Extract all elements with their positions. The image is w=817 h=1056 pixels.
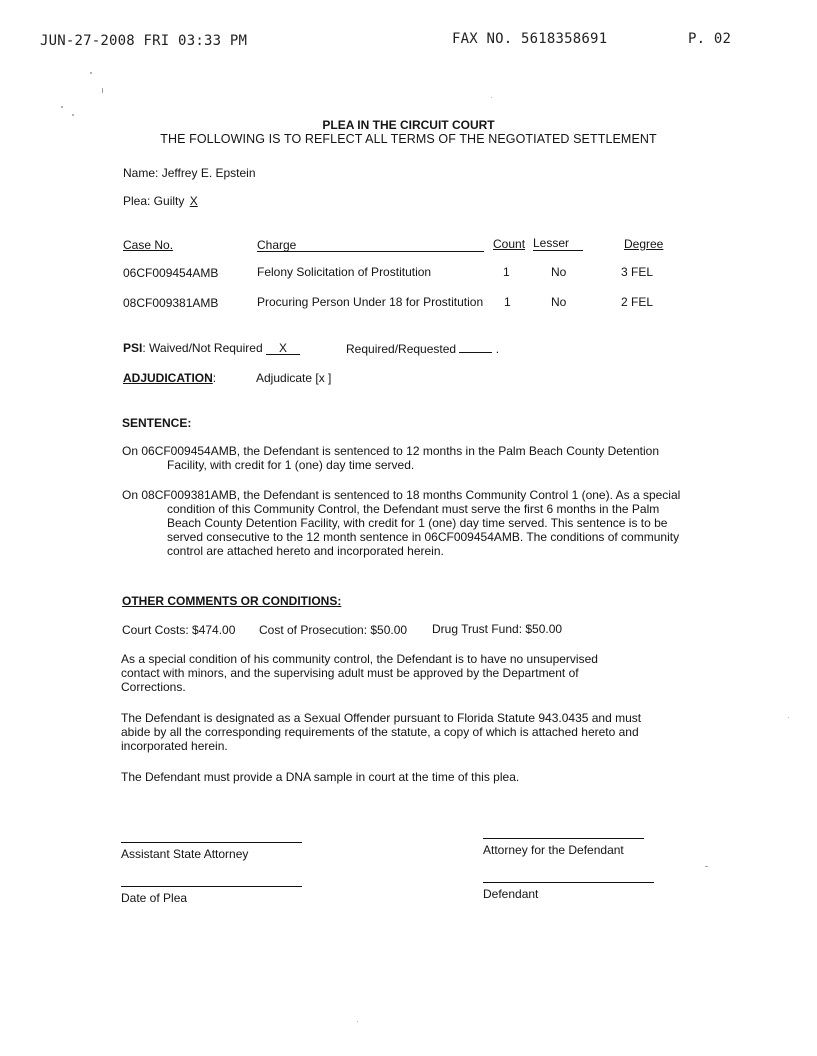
row-case-no: 06CF009454AMB <box>123 266 219 280</box>
condition-paragraph: The Defendant is designated as a Sexual Offender pursuant to Florida Statute 943.0435 and must abide by all the corresponding requirements of the statute, a copy of which is attached hereto and incorporated herein. <box>121 711 642 753</box>
signature-line <box>483 882 654 883</box>
header-charge: Charge <box>257 238 484 252</box>
psi-required-mark <box>459 341 492 353</box>
sentence-paragraph: On 08CF009381AMB, the Defendant is sentenced to 18 months Community Control 1 (one). As a special condition of this Community Control, the Defendant must serve the first 6 months in the Palm Beach County Detention Facility, with credit for 1 (one) day time served. This sentence is to be served consecutive to the 12 month sentence in 06CF009454AMB. The conditions of community control are attached hereto and incorporated herein. <box>122 488 681 558</box>
sentence-paragraph: On 06CF009454AMB, the Defendant is sentenced to 12 months in the Palm Beach County Detention Facility, with credit for 1 (one) day time served. <box>122 444 659 472</box>
name-label: Name: <box>123 166 159 180</box>
scan-speck <box>72 114 74 116</box>
date-of-plea-label: Date of Plea <box>121 891 188 905</box>
scan-speck <box>90 72 92 74</box>
fax-datetime: JUN-27-2008 FRI 03:33 PM <box>40 33 248 49</box>
row-lesser: No <box>551 265 567 279</box>
defendant-signature-label: Defendant <box>483 887 539 901</box>
condition-paragraph: As a special condition of his community control, the Defendant is to have no unsupervised contact with minors, and the supervising adult must be approved by the Department of Corrections. <box>121 652 598 694</box>
row-count: 1 <box>503 265 510 279</box>
court-costs: Court Costs: $474.00 <box>122 623 236 637</box>
header-count: Count <box>493 237 526 251</box>
scan-speck <box>61 106 63 108</box>
fax-page-number: P. 02 <box>688 31 732 47</box>
document-subtitle: THE FOLLOWING IS TO REFLECT ALL TERMS OF THE NEGOTIATED SETTLEMENT <box>160 132 657 146</box>
plea-line <box>123 194 200 208</box>
scan-speck <box>102 88 103 93</box>
drug-trust-fund: Drug Trust Fund: $50.00 <box>432 622 563 636</box>
psi-line <box>123 341 300 355</box>
psi-required-label: Required/Requested <box>346 342 457 356</box>
row-degree: 3 FEL <box>621 265 654 279</box>
other-comments-heading: OTHER COMMENTS OR CONDITIONS: <box>122 594 342 608</box>
row-case-no: 08CF009381AMB <box>123 296 219 310</box>
row-charge: Felony Solicitation of Prostitution <box>257 265 432 279</box>
psi-trailing-dot: . <box>495 342 500 356</box>
header-degree: Degree <box>624 237 664 251</box>
psi-waived-mark: X <box>266 342 300 355</box>
psi-label: PSI <box>123 341 143 355</box>
plea-label: Plea: Guilty <box>123 194 185 208</box>
row-charge: Procuring Person Under 18 for Prostitution <box>257 295 484 309</box>
condition-paragraph: The Defendant must provide a DNA sample in court at the time of this plea. <box>121 770 520 784</box>
psi-waived-label: : Waived/Not Required <box>142 341 263 355</box>
signature-line <box>121 842 302 843</box>
document-title: PLEA IN THE CIRCUIT COURT <box>322 118 495 132</box>
scan-speck <box>491 97 492 98</box>
header-case-no: Case No. <box>123 238 174 252</box>
attorney-for-defendant-label: Attorney for the Defendant <box>483 843 624 857</box>
assistant-state-attorney-label: Assistant State Attorney <box>121 847 249 861</box>
scan-speck <box>788 717 789 718</box>
scan-speck <box>357 1021 358 1022</box>
defendant-name-line <box>123 166 256 180</box>
signature-line <box>483 838 644 839</box>
adjudication-value: Adjudicate [x ] <box>256 371 332 385</box>
row-count: 1 <box>504 295 511 309</box>
scan-speck <box>705 866 708 867</box>
adjudication-label: ADJUDICATION <box>123 371 213 385</box>
row-degree: 2 FEL <box>621 295 654 309</box>
header-lesser: Lesser <box>533 236 583 251</box>
sentence-heading: SENTENCE: <box>122 416 192 430</box>
name-value: Jeffrey E. Epstein <box>161 166 256 180</box>
fax-number: FAX NO. 5618358691 <box>452 31 608 47</box>
psi-required-line <box>346 341 499 356</box>
row-lesser: No <box>551 295 567 309</box>
adjudication-heading <box>123 371 216 385</box>
adjudication-colon: : <box>212 371 217 385</box>
signature-line <box>121 886 302 887</box>
plea-guilty-mark: X <box>189 194 198 208</box>
prosecution-cost: Cost of Prosecution: $50.00 <box>259 623 408 637</box>
